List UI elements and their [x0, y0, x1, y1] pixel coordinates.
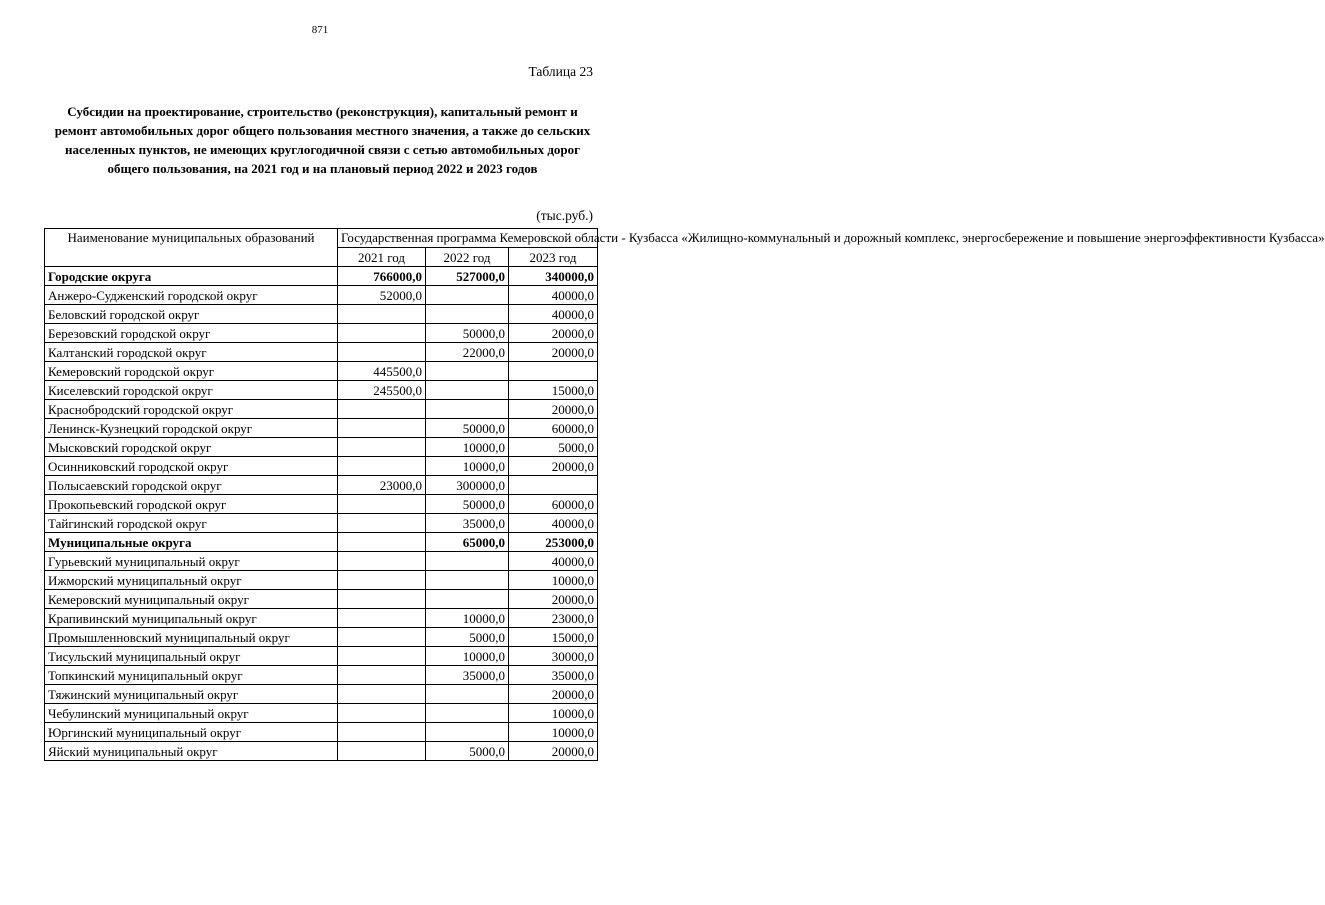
cell-2021	[338, 704, 426, 723]
cell-2022: 50000,0	[426, 495, 509, 514]
cell-2021	[338, 343, 426, 362]
cell-name: Беловский городской округ	[45, 305, 338, 324]
cell-name: Березовский городской округ	[45, 324, 338, 343]
cell-2021	[338, 495, 426, 514]
cell-2023	[509, 476, 598, 495]
cell-2021	[338, 552, 426, 571]
cell-2023: 20000,0	[509, 400, 598, 419]
subsidies-table	[44, 228, 1325, 761]
cell-2023: 10000,0	[509, 723, 598, 742]
cell-2021	[338, 628, 426, 647]
table-row	[45, 514, 598, 533]
table-row	[45, 419, 598, 438]
document-title: Субсидии на проектирование, строительство (реконструкция), капитальный ремонт и ремонт автомобильных дорог общего пользования местного значения, а также до сельских населенных пунктов, не имеющих круглогодичной связи с сетью автомобильных дорог общего пользования, на 2021 год и на плановый период 2022 и 2023 годов	[54, 104, 591, 176]
cell-2021	[338, 647, 426, 666]
cell-2022: 10000,0	[426, 438, 509, 457]
cell-2022	[426, 552, 509, 571]
cell-2023: 23000,0	[509, 609, 598, 628]
cell-2023: 20000,0	[509, 590, 598, 609]
cell-2023: 340000,0	[509, 267, 598, 286]
cell-name: Гурьевский муниципальный округ	[45, 552, 338, 571]
cell-name: Тяжинский муниципальный округ	[45, 685, 338, 704]
cell-2022	[426, 571, 509, 590]
cell-2022: 5000,0	[426, 742, 509, 761]
table-row	[45, 742, 598, 761]
cell-name: Крапивинский муниципальный округ	[45, 609, 338, 628]
cell-2022: 10000,0	[426, 647, 509, 666]
cell-2022: 300000,0	[426, 476, 509, 495]
table-group-row	[45, 533, 598, 552]
cell-name: Ижморский муниципальный округ	[45, 571, 338, 590]
cell-2021	[338, 723, 426, 742]
table-row	[45, 609, 598, 628]
header-year-2022: 2022 год	[426, 248, 509, 267]
table-row	[45, 457, 598, 476]
cell-2022	[426, 286, 509, 305]
cell-2023: 5000,0	[509, 438, 598, 457]
cell-2021: 23000,0	[338, 476, 426, 495]
cell-name: Кемеровский муниципальный округ	[45, 590, 338, 609]
cell-name: Ленинск-Кузнецкий городской округ	[45, 419, 338, 438]
cell-2022: 35000,0	[426, 514, 509, 533]
cell-2023	[509, 362, 598, 381]
cell-name: Анжеро-Судженский городской округ	[45, 286, 338, 305]
table-row	[45, 571, 598, 590]
table-row	[45, 362, 598, 381]
cell-name: Яйский муниципальный округ	[45, 742, 338, 761]
table-row	[45, 324, 598, 343]
cell-2023: 10000,0	[509, 704, 598, 723]
cell-name: Калтанский городской округ	[45, 343, 338, 362]
cell-2022: 35000,0	[426, 666, 509, 685]
table-row	[45, 685, 598, 704]
cell-2023: 30000,0	[509, 647, 598, 666]
cell-name: Топкинский муниципальный округ	[45, 666, 338, 685]
cell-2021	[338, 419, 426, 438]
cell-2022	[426, 590, 509, 609]
cell-name: Кемеровский городской округ	[45, 362, 338, 381]
cell-2021	[338, 685, 426, 704]
cell-2023: 10000,0	[509, 571, 598, 590]
cell-2022	[426, 685, 509, 704]
table-row	[45, 438, 598, 457]
cell-2021	[338, 457, 426, 476]
cell-2022: 50000,0	[426, 419, 509, 438]
cell-2021: 245500,0	[338, 381, 426, 400]
cell-name: Краснобродский городской округ	[45, 400, 338, 419]
cell-2021	[338, 533, 426, 552]
cell-2023: 40000,0	[509, 552, 598, 571]
cell-2021	[338, 324, 426, 343]
cell-2023: 60000,0	[509, 419, 598, 438]
table-row	[45, 400, 598, 419]
cell-2022	[426, 381, 509, 400]
cell-2021	[338, 609, 426, 628]
cell-2023: 20000,0	[509, 324, 598, 343]
cell-2022	[426, 723, 509, 742]
header-program: Государственная программа Кемеровской области - Кузбасса «Жилищно-коммунальный и дорожный комплекс, энергосбережение и повышение энергоэффективности Кузбасса»	[338, 229, 598, 248]
table-row	[45, 666, 598, 685]
cell-2022: 50000,0	[426, 324, 509, 343]
cell-2023: 35000,0	[509, 666, 598, 685]
cell-2023: 40000,0	[509, 305, 598, 324]
cell-2023: 40000,0	[509, 286, 598, 305]
cell-2021: 766000,0	[338, 267, 426, 286]
cell-2023: 40000,0	[509, 514, 598, 533]
cell-2021	[338, 438, 426, 457]
cell-name: Киселевский городской округ	[45, 381, 338, 400]
header-name-column: Наименование муниципальных образований	[45, 229, 338, 267]
table-row	[45, 552, 598, 571]
cell-name: Мысковский городской округ	[45, 438, 338, 457]
cell-2022	[426, 362, 509, 381]
cell-2022: 10000,0	[426, 609, 509, 628]
cell-name: Юргинский муниципальный округ	[45, 723, 338, 742]
table-row	[45, 286, 598, 305]
cell-2022	[426, 400, 509, 419]
table-row	[45, 704, 598, 723]
cell-2022: 5000,0	[426, 628, 509, 647]
cell-2023: 20000,0	[509, 457, 598, 476]
cell-2023: 20000,0	[509, 742, 598, 761]
table-row	[45, 647, 598, 666]
cell-2021: 52000,0	[338, 286, 426, 305]
table-row	[45, 723, 598, 742]
cell-2021	[338, 514, 426, 533]
cell-2021	[338, 666, 426, 685]
cell-name: Прокопьевский городской округ	[45, 495, 338, 514]
table-body	[45, 267, 598, 761]
header-year-2021: 2021 год	[338, 248, 426, 267]
table-row	[45, 305, 598, 324]
cell-2023: 15000,0	[509, 628, 598, 647]
cell-name: Полысаевский городской округ	[45, 476, 338, 495]
header-year-2023: 2023 год	[509, 248, 598, 267]
cell-name: Промышленновский муниципальный округ	[45, 628, 338, 647]
table-group-row	[45, 267, 598, 286]
cell-2022: 527000,0	[426, 267, 509, 286]
cell-2023: 20000,0	[509, 343, 598, 362]
cell-2021	[338, 571, 426, 590]
cell-2021	[338, 590, 426, 609]
table-row	[45, 476, 598, 495]
cell-2022	[426, 305, 509, 324]
cell-2023: 253000,0	[509, 533, 598, 552]
cell-name: Тисульский муниципальный округ	[45, 647, 338, 666]
cell-2023: 20000,0	[509, 685, 598, 704]
cell-name: Осинниковский городской округ	[45, 457, 338, 476]
cell-2021	[338, 400, 426, 419]
table-label: Таблица 23	[528, 64, 593, 79]
cell-2022: 65000,0	[426, 533, 509, 552]
cell-2023: 60000,0	[509, 495, 598, 514]
table-row	[45, 495, 598, 514]
cell-name: Чебулинский муниципальный округ	[45, 704, 338, 723]
cell-name: Муниципальные округа	[45, 533, 338, 552]
table-row	[45, 381, 598, 400]
cell-name: Тайгинский городской округ	[45, 514, 338, 533]
cell-2022	[426, 704, 509, 723]
units-label: (тыс.руб.)	[536, 208, 593, 223]
cell-name: Городские округа	[45, 267, 338, 286]
table-row	[45, 590, 598, 609]
cell-2023: 15000,0	[509, 381, 598, 400]
cell-2022: 10000,0	[426, 457, 509, 476]
cell-2021	[338, 742, 426, 761]
cell-2021: 445500,0	[338, 362, 426, 381]
table-row	[45, 343, 598, 362]
table-row	[45, 628, 598, 647]
cell-2021	[338, 305, 426, 324]
cell-2022: 22000,0	[426, 343, 509, 362]
page-number: 871	[311, 24, 329, 36]
